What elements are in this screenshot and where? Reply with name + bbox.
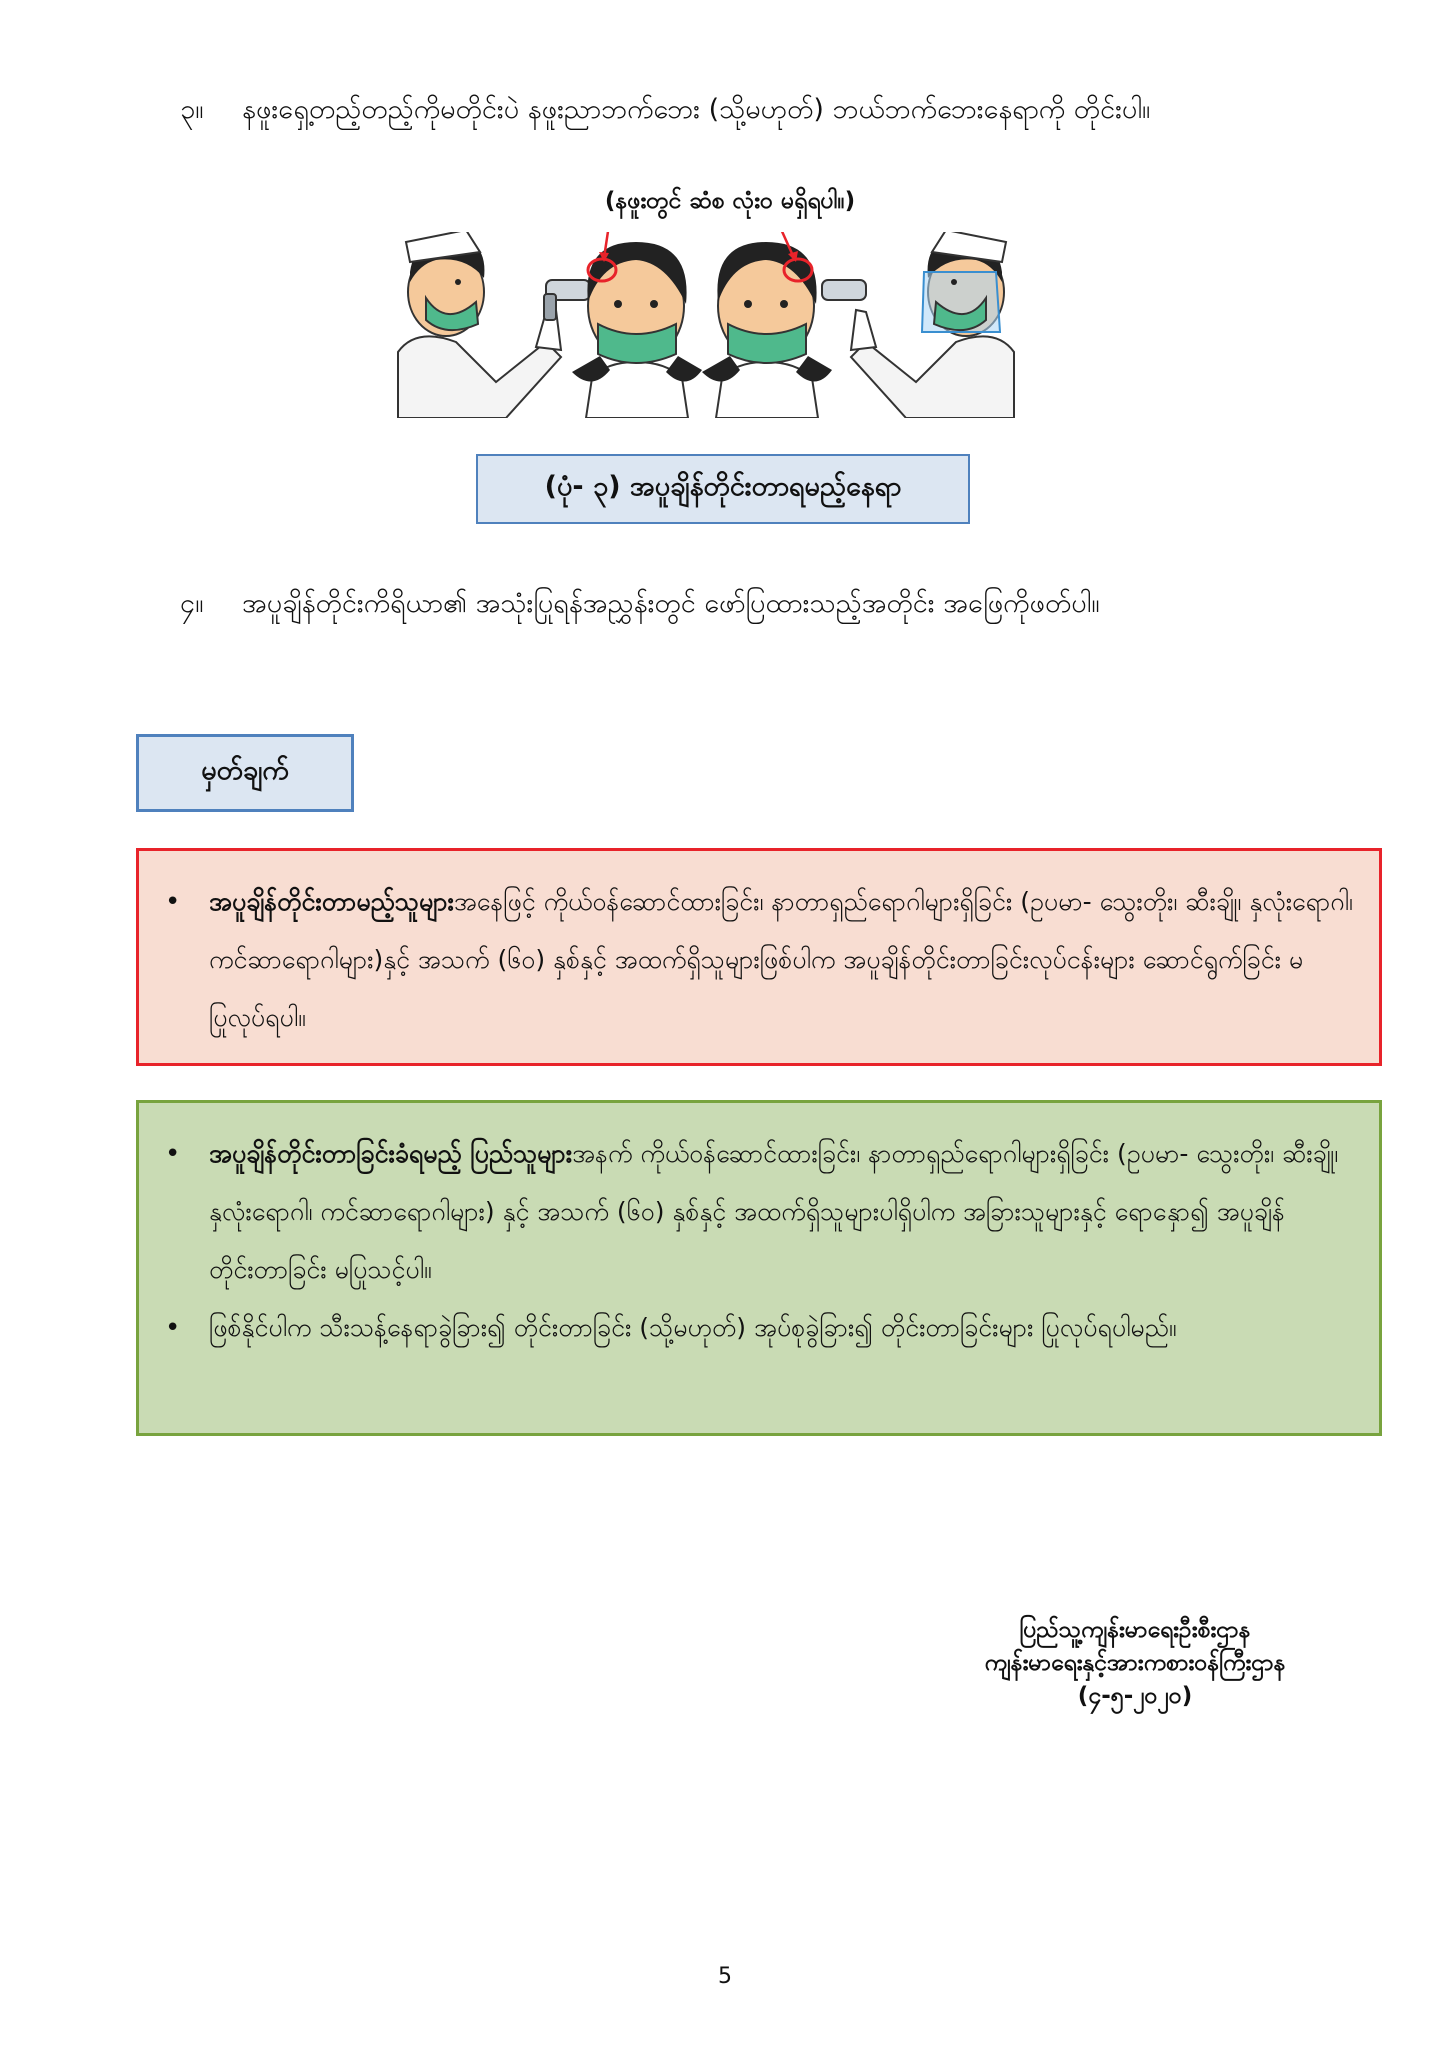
left-patient-figure — [572, 242, 702, 418]
signature-department: ပြည်သူ့ကျန်းမာရေးဦးစီးဌာန — [1019, 1617, 1251, 1643]
advice-rest-text: အနက် ကိုယ်ဝန်ဆောင်ထားခြင်း၊ နာတာရှည်ရောဂါများရှိခြင်း (ဥပမာ- သွေးတိုး၊ ဆီးချို၊ နှလုံးရောဂါ၊ ကင်ဆာရောဂါများ) နှင့် အသက် (၆၀) နှစ်နှင့် အထက်ရှိသူများပါရှိပါက အခြားသူများနှင့် ရောနှော၍ အပူချိန်တိုင်းတာခြင်း မပြုသင့်ပါ။ — [209, 1139, 1339, 1284]
advice-panel — [136, 1100, 1382, 1436]
step-3-number: ၃။ — [180, 94, 204, 125]
bullet-dot: • — [165, 1313, 181, 1343]
signature-ministry: ကျန်းမာရေးနှင့်အားကစားဝန်ကြီးဌာန — [984, 1650, 1286, 1676]
figure-caption: (ပုံ- ၃) အပူချိန်တိုင်းတာရမည့်နေရာ — [476, 454, 970, 524]
signature-block — [900, 1614, 1370, 1713]
figure-label: (နဖူးတွင် ဆံစ လုံးဝ မရှိရပါ။) — [604, 188, 856, 214]
bullet-dot: • — [165, 887, 181, 917]
warning-bullet — [163, 873, 1355, 1047]
step-4-text: အပူချိန်တိုင်းကိရိယာ၏ အသုံးပြုရန်အညွှန်းတွင် ဖော်ပြထားသည့်အတိုင်း အဖြေကိုဖတ်ပါ။ — [242, 588, 1100, 619]
advice-bold-text: အပူချိန်တိုင်းတာခြင်းခံရမည့် ပြည်သူများ — [209, 1139, 573, 1168]
left-nurse-figure — [398, 232, 590, 418]
advice-bullet-1 — [163, 1125, 1355, 1299]
step-3-text: နဖူးရှေ့တည့်တည့်ကိုမတိုင်းပဲ နဖူးညာဘက်ဘေး (သို့မဟုတ်) ဘယ်ဘက်ဘေးနေရာကို တိုင်းပါ။ — [242, 94, 1151, 125]
advice-bullet-2 — [163, 1299, 1355, 1357]
step-3 — [180, 90, 1150, 130]
page-number: 5 — [718, 1964, 732, 1989]
advice-text-2: ဖြစ်နိုင်ပါက သီးသန့်နေရာခွဲခြား၍ တိုင်းတာခြင်း (သို့မဟုတ်) အုပ်စုခွဲခြား၍ တိုင်းတာခြင်းများ ပြုလုပ်ရပါမည်။ — [209, 1313, 1177, 1342]
note-title: မှတ်ချက် — [136, 734, 354, 812]
temperature-measurement-illustration — [396, 232, 1016, 418]
warning-panel — [136, 848, 1382, 1066]
warning-text — [209, 873, 1355, 1047]
advice-text-1 — [209, 1125, 1355, 1299]
step-4 — [180, 584, 1100, 624]
warning-bold-text: အပူချိန်တိုင်းတာမည့်သူများ — [209, 887, 454, 916]
right-patient-figure — [702, 242, 832, 418]
step-4-number: ၄။ — [180, 588, 204, 619]
bullet-dot: • — [165, 1139, 181, 1169]
warning-rest-text: အနေဖြင့် ကိုယ်ဝန်ဆောင်ထားခြင်း၊ နာတာရှည်ရောဂါများရှိခြင်း (ဥပမာ- သွေးတိုး၊ ဆီးချို၊ နှလုံးရောဂါ၊ ကင်ဆာရောဂါများ)နှင့် အသက် (၆၀) နှစ်နှင့် အထက်ရှိသူများဖြစ်ပါက အပူချိန်တိုင်းတာခြင်းလုပ်ငန်းများ ဆောင်ရွက်ခြင်း မပြုလုပ်ရပါ။ — [209, 887, 1353, 1032]
right-nurse-figure — [822, 232, 1014, 418]
signature-date: (၄-၅-၂၀၂၀) — [1077, 1683, 1193, 1709]
